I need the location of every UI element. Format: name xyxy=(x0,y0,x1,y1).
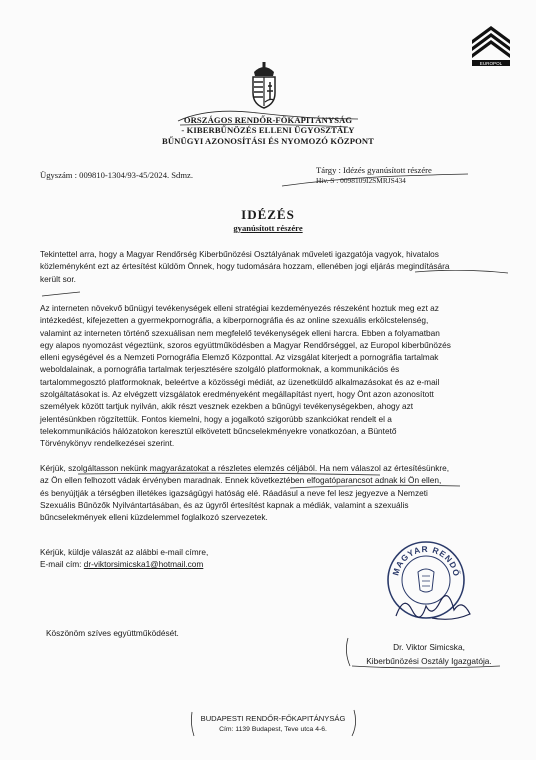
subject-line: Tárgy : Idézés gyanúsított részére xyxy=(316,165,432,175)
body-paragraph xyxy=(40,302,500,450)
body-line: telekommunikációs hálózatokon keresztül elkövetett bűncselekményekre vonatkozóan, a Büntető xyxy=(40,425,397,436)
hiv-reference: Hiv. S : 0098109I2SMRJS434 xyxy=(316,176,406,185)
footer-stamp-line1: BUDAPESTI RENDŐR-FŐKAPITÁNYSÁG xyxy=(200,714,346,723)
request-pen-marks xyxy=(40,470,510,500)
body-line: Törvénykönyv rendelkezései szerint. xyxy=(40,438,175,449)
request-line: bűncselekmények elleni küzdelemmel foglalkozó szervezetek. xyxy=(40,512,268,523)
europol-logo xyxy=(466,22,516,68)
email-link[interactable]: dr-viktorsimicska1@hotmail.com xyxy=(83,559,204,569)
body-line: valamint az interneten történő szexuálisan nem megfelelő tevékenységek elleni harcra. Ebben a folyamatban xyxy=(40,327,440,338)
header-pen-underline xyxy=(168,103,368,133)
body-line: weboldalainak, a pornográfia tartalmak terjesztésére szolgáló platformoknak, a kommunikációs és xyxy=(40,364,400,375)
case-number: Ügyszám : 009810-1304/93-45/2024. Sdmz. xyxy=(40,170,194,180)
subject-pen-mark xyxy=(280,168,470,190)
body-line: egy alapos nyomozást végeztünk, szoros együttműködésben a Magyar Rendőrséggel, az Europol kiberbűnözés xyxy=(40,339,451,350)
email-label: E-mail cím: xyxy=(40,559,84,569)
closing-line: Köszönöm szíves együttműködését. xyxy=(46,628,179,638)
body-line: elleni egységével és a Nemzeti Pornográfia Elemző Központtal. Az vizsgálat kiterjedt a pornográfia tartalmak xyxy=(40,352,439,363)
europol-logo-text: EUROPOL xyxy=(479,61,503,66)
body-line: intézkedést, kifejezetten a gyermekpornográfia, a kiberpornográfia és az online szexuális erkölcstelenség, xyxy=(40,315,429,326)
org-name-line1: ORSZÁGOS RENDŐR-FŐKAPITÁNYSÁG xyxy=(183,115,353,125)
intro-line: közleményként ezt az értesítést küldöm Önnek, hogy tudomására hozzam, ellenében jogi eljárás megindítására xyxy=(40,261,450,272)
signatory-name: Dr. Viktor Simicska, xyxy=(393,642,465,652)
footer-stamp-line2: Cím: 1139 Budapest, Teve utca 4-6. xyxy=(219,726,327,733)
intro-pen-marks xyxy=(40,270,510,300)
request-line: és benyújtják a térségben illetékes igazságügyi hatóság elé. Ráadásul a neve fel lesz jegyezve a Nemzeti xyxy=(40,487,428,498)
contact-instruction: Kérjük, küldje válaszát az alábbi e-mail címre, xyxy=(40,547,209,557)
body-line: szolgáltatásokat is. Az elvégzett vizsgálatok eredményeként megállapítást nyert, hogy Önt azon azonosított xyxy=(40,389,434,400)
request-line: az Ön ellen felhozott vádak érvényben maradnak. Ennek következtében elfogatóparancsot adnak ki Ön ellen, xyxy=(40,475,442,486)
request-line: Kérjük, szolgáltasson nekünk magyarázatokat a részletes elemzés céljából. Ha nem válaszol az értesítésünkre, xyxy=(40,463,450,473)
document-title: IDÉZÉS xyxy=(241,207,295,222)
seal-text: MAGYAR RENDŐ xyxy=(390,543,462,578)
document-subtitle: gyanúsított részére xyxy=(233,223,303,233)
body-line: Az interneten növekvő bűnügyi tevékenységek elleni stratégiai kezdeményezés részeként hoztuk meg ezt az xyxy=(40,303,439,313)
body-line: személyek között tartjuk nyilván, akik részt vesznek ezekben a bűnügyi tevékenységekben, ahogy azt xyxy=(40,401,414,412)
signatory-role: Kiberbűnözési Osztály Igazgatója. xyxy=(366,656,492,666)
request-line: Szexuális Bűnözők Nyilvántartásában, és az ügyről értesítést kapnak a médiák, valamint a szexuális xyxy=(40,499,409,510)
signature-bracket xyxy=(340,632,510,672)
footer-stamp xyxy=(188,706,358,740)
body-line: tartalommegosztó platformoknak, beleértve a közösségi médiát, az üzenetküldő alkalmazásokat és az e-mail xyxy=(40,376,440,387)
intro-line: Tekintettel arra, hogy a Magyar Rendőrség Kiberbűnözési Osztályának műveleti igazgatója vagyok, hivatalos xyxy=(40,249,439,259)
intro-line: került sor. xyxy=(40,273,76,284)
body-line: jelentésünkben rögzítettük. Fontos kiemelni, hogy a jogalkotó szigorúbb szankciókat rendelt el a xyxy=(40,413,392,424)
org-name-line3: BŰNÜGYI AZONOSÍTÁSI ÉS NYOMOZÓ KÖZPONT xyxy=(162,136,374,146)
org-name-line2: - KIBERBŰNÖZÉS ELLENI ÜGYOSZTÁLY xyxy=(181,125,355,135)
contact-email-row xyxy=(40,558,203,570)
handwritten-signature xyxy=(392,588,482,628)
